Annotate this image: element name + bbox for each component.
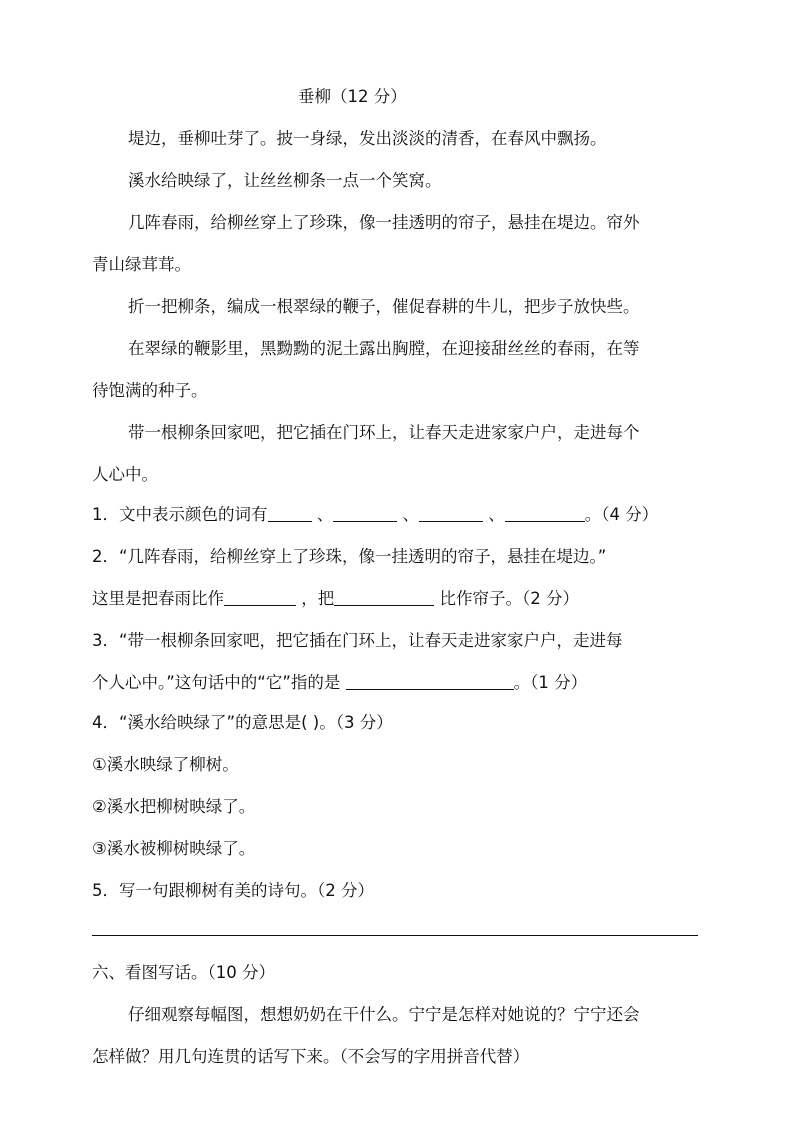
- question-4: 4．“溪水给映绿了”的意思是( )。（3 分）: [92, 713, 393, 732]
- passage-paragraph-6-line-2: 人心中。: [92, 465, 158, 484]
- question-2-mid: ，把: [301, 589, 335, 608]
- passage-paragraph-4: 折一把柳条，编成一根翠绿的鞭子，催促春耕的牛儿，把步子放快些。: [128, 297, 640, 316]
- section-6-instruction-line-2: 怎样做？用几句连贯的话写下来。（不会写的字用拼音代替）: [92, 1047, 530, 1066]
- question-3-line-1: 3．“带一根柳条回家吧，把它插在门环上，让春天走进家家户户，走进每: [92, 631, 623, 650]
- passage-paragraph-1: 堤边，垂柳吐芽了。披一身绿，发出淡淡的清香，在春风中飘扬。: [128, 129, 607, 148]
- question-2-line-1: 2．“几阵春雨，给柳丝穿上了珍珠，像一挂透明的帘子，悬挂在堤边。”: [92, 547, 607, 566]
- answer-blank[interactable]: [505, 505, 585, 522]
- question-1-prompt: 1．文中表示颜色的词有: [92, 505, 268, 524]
- answer-blank[interactable]: [334, 589, 434, 606]
- question-3-line-2: [92, 672, 712, 694]
- answer-blank[interactable]: [419, 505, 483, 522]
- question-4-option-2: ②溪水把柳树映绿了。: [92, 797, 256, 816]
- passage-paragraph-2: 溪水给映绿了，让丝丝柳条一点一个笑窝。: [128, 171, 442, 190]
- separator: 、: [488, 505, 505, 524]
- section-6-heading: 六、看图写话。（10 分）: [92, 963, 275, 982]
- question-4-option-1: ①溪水映绿了柳树。: [92, 755, 239, 774]
- question-2-score: 比作帘子。（2 分）: [439, 589, 579, 608]
- passage-title: 垂柳（12 分）: [298, 87, 407, 106]
- question-1-score: 。（4 分）: [584, 505, 659, 524]
- passage-paragraph-5-line-2: 待饱满的种子。: [92, 381, 208, 400]
- answer-blank[interactable]: [346, 673, 514, 690]
- passage-paragraph-3-line-1: 几阵春雨，给柳丝穿上了珍珠，像一挂透明的帘子，悬挂在堤边。帘外: [128, 213, 640, 232]
- section-6-instruction-line-1: 仔细观察每幅图，想想奶奶在干什么。宁宁是怎样对她说的？宁宁还会: [128, 1005, 640, 1024]
- passage-paragraph-5-line-1: 在翠绿的鞭影里，黑黝黝的泥土露出胸膛，在迎接甜丝丝的春雨，在等: [128, 339, 640, 358]
- answer-blank[interactable]: [224, 589, 296, 606]
- question-5: 5．写一句跟柳树有美的诗句。（2 分）: [92, 881, 374, 900]
- answer-blank[interactable]: [333, 505, 397, 522]
- question-2-prompt: 这里是把春雨比作: [92, 589, 224, 608]
- question-2-line-2: [92, 588, 712, 610]
- question-4-option-3: ③溪水被柳树映绿了。: [92, 839, 256, 858]
- question-1: [92, 504, 712, 526]
- question-3-score: 。（1 分）: [513, 673, 588, 692]
- answer-blank[interactable]: [268, 505, 312, 522]
- passage-paragraph-6-line-1: 带一根柳条回家吧，把它插在门环上，让春天走进家家户户，走进每个: [128, 423, 640, 442]
- question-5-answer-line[interactable]: [92, 935, 698, 936]
- separator: 、: [402, 505, 419, 524]
- question-3-prompt: 个人心中。”这句话中的“它”指的是: [92, 673, 341, 692]
- separator: 、: [316, 505, 334, 524]
- passage-paragraph-3-line-2: 青山绿茸茸。: [92, 255, 191, 274]
